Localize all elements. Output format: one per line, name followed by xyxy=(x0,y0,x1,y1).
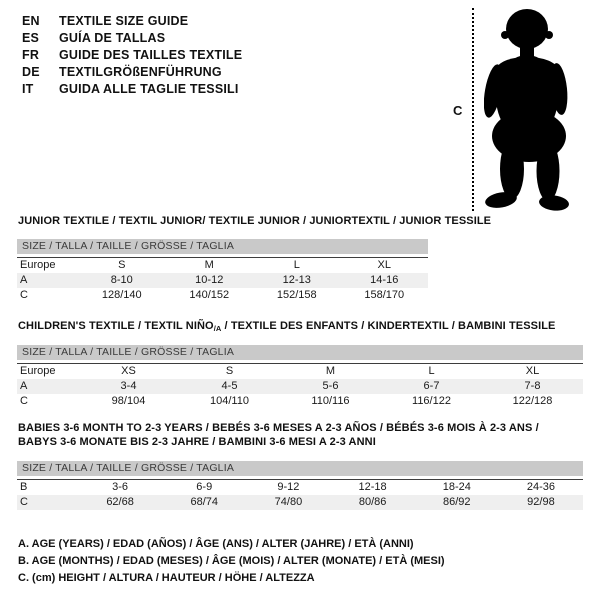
language-row-es xyxy=(22,29,242,46)
size-cell: 68/74 xyxy=(190,496,219,508)
column-header: XL xyxy=(525,365,540,377)
row-label: C xyxy=(20,395,28,407)
size-cell: 3-6 xyxy=(112,481,129,493)
baby-silhouette-icon xyxy=(484,7,580,211)
language-row-it xyxy=(22,80,242,97)
babies-table-title-line1: BABIES 3-6 MONTH TO 2-3 YEARS / BEBÉS 3-6 MESES A 2-3 AÑOS / BÉBÉS 3-6 MOIS À 2-3 ANS / xyxy=(18,422,539,434)
size-cell: 6-9 xyxy=(196,481,213,493)
language-row-en xyxy=(22,12,242,29)
language-label: GUIDA ALLE TAGLIE TESSILI xyxy=(59,81,239,96)
column-header: M xyxy=(325,365,336,377)
size-cell: 98/104 xyxy=(111,395,146,407)
column-header: L xyxy=(428,365,435,377)
language-code: DE xyxy=(22,64,40,79)
table-row-a xyxy=(17,273,428,288)
size-cell: 6-7 xyxy=(423,380,440,392)
size-cell: 92/98 xyxy=(527,496,555,508)
column-header-row xyxy=(17,258,428,273)
children-table-title-main: CHILDREN'S TEXTILE / TEXTIL NIÑO xyxy=(18,320,214,332)
size-cell: 8-10 xyxy=(110,274,133,286)
table-row-c xyxy=(17,288,428,303)
baby-figure xyxy=(450,5,590,217)
language-label: GUÍA DE TALLAS xyxy=(59,30,166,45)
size-cell: 122/128 xyxy=(512,395,553,407)
size-header-bar: SIZE / TALLA / TAILLE / GRÖSSE / TAGLIA xyxy=(17,345,583,360)
footnote-a: A. AGE (YEARS) / EDAD (AÑOS) / ÂGE (ANS) / ALTER (JAHRE) / ETÀ (ANNI) xyxy=(18,538,414,550)
size-cell: 158/170 xyxy=(364,289,405,301)
size-cell: 14-16 xyxy=(370,274,399,286)
table-row-c xyxy=(17,394,583,409)
size-cell: 104/110 xyxy=(210,395,249,407)
size-cell: 12-13 xyxy=(282,274,311,286)
size-cell: 128/140 xyxy=(101,289,142,301)
language-label: GUIDE DES TAILLES TEXTILE xyxy=(59,47,243,62)
size-cell: 18-24 xyxy=(442,481,471,493)
row-label: C xyxy=(20,289,28,301)
size-header-bar: SIZE / TALLA / TAILLE / GRÖSSE / TAGLIA xyxy=(17,239,428,254)
size-cell: 140/152 xyxy=(189,289,230,301)
language-code: FR xyxy=(22,47,40,62)
table-row-a xyxy=(17,379,583,394)
size-cell: 152/158 xyxy=(276,289,317,301)
column-header-row xyxy=(17,364,583,379)
children-size-table xyxy=(17,345,583,409)
column-header: Europe xyxy=(20,365,56,377)
language-list xyxy=(22,12,242,97)
footnote-b: B. AGE (MONTHS) / EDAD (MESES) / ÂGE (MOIS) / ALTER (MONATE) / ETÀ (MESI) xyxy=(18,555,445,567)
column-header: S xyxy=(118,259,126,271)
size-cell: 24-36 xyxy=(526,481,556,493)
size-cell: 110/116 xyxy=(311,395,350,407)
size-cell: 12-18 xyxy=(358,481,387,493)
junior-table-title: JUNIOR TEXTILE / TEXTIL JUNIOR/ TEXTILE JUNIOR / JUNIORTEXTIL / JUNIOR TESSILE xyxy=(18,215,492,227)
language-label: TEXTILGRÖßENFÜHRUNG xyxy=(59,64,222,79)
junior-size-table xyxy=(17,239,428,303)
table-row-b xyxy=(17,480,583,495)
children-table-title xyxy=(18,319,556,336)
column-header: M xyxy=(204,259,214,271)
language-label: TEXTILE SIZE GUIDE xyxy=(59,13,189,28)
column-header: L xyxy=(293,259,300,271)
size-cell: 9-12 xyxy=(277,481,300,493)
row-label: B xyxy=(20,481,28,493)
babies-table-title xyxy=(18,421,539,449)
language-code: EN xyxy=(22,13,40,28)
size-cell: 116/122 xyxy=(412,395,451,407)
size-cell: 5-6 xyxy=(322,380,339,392)
size-header-bar: SIZE / TALLA / TAILLE / GRÖSSE / TAGLIA xyxy=(17,461,583,476)
size-cell: 74/80 xyxy=(274,496,303,508)
size-cell: 80/86 xyxy=(358,496,387,508)
column-header: XS xyxy=(121,365,136,377)
babies-table-title-line2: BABYS 3-6 MONATE BIS 2-3 JAHRE / BAMBINI 3-6 MESI A 2-3 ANNI xyxy=(18,436,376,448)
column-header: XL xyxy=(377,259,391,271)
row-label: C xyxy=(20,496,28,508)
height-dotted-line xyxy=(472,8,474,211)
size-cell: 86/92 xyxy=(443,496,471,508)
size-cell: 62/68 xyxy=(106,496,134,508)
footnotes xyxy=(18,536,445,587)
size-cell: 3-4 xyxy=(120,380,137,392)
children-table-title-sub: /A xyxy=(213,324,222,333)
footnote-c: C. (cm) HEIGHT / ALTURA / HAUTEUR / HÖHE / ALTEZZA xyxy=(18,572,315,584)
column-header: S xyxy=(225,365,234,377)
column-header: Europe xyxy=(20,259,56,271)
row-label: A xyxy=(20,274,28,286)
size-cell: 7-8 xyxy=(524,380,541,392)
babies-size-table xyxy=(17,461,583,510)
size-cell: 4-5 xyxy=(221,380,238,392)
table-row-c xyxy=(17,495,583,510)
size-cell: 10-12 xyxy=(195,274,224,286)
language-code: IT xyxy=(22,81,34,96)
language-row-de xyxy=(22,63,242,80)
row-label: A xyxy=(20,380,28,392)
language-code: ES xyxy=(22,30,40,45)
language-row-fr xyxy=(22,46,242,63)
height-measure-label: C xyxy=(453,103,463,118)
children-table-title-rest: / TEXTILE DES ENFANTS / KINDERTEXTIL / BAMBINI TESSILE xyxy=(221,320,556,332)
